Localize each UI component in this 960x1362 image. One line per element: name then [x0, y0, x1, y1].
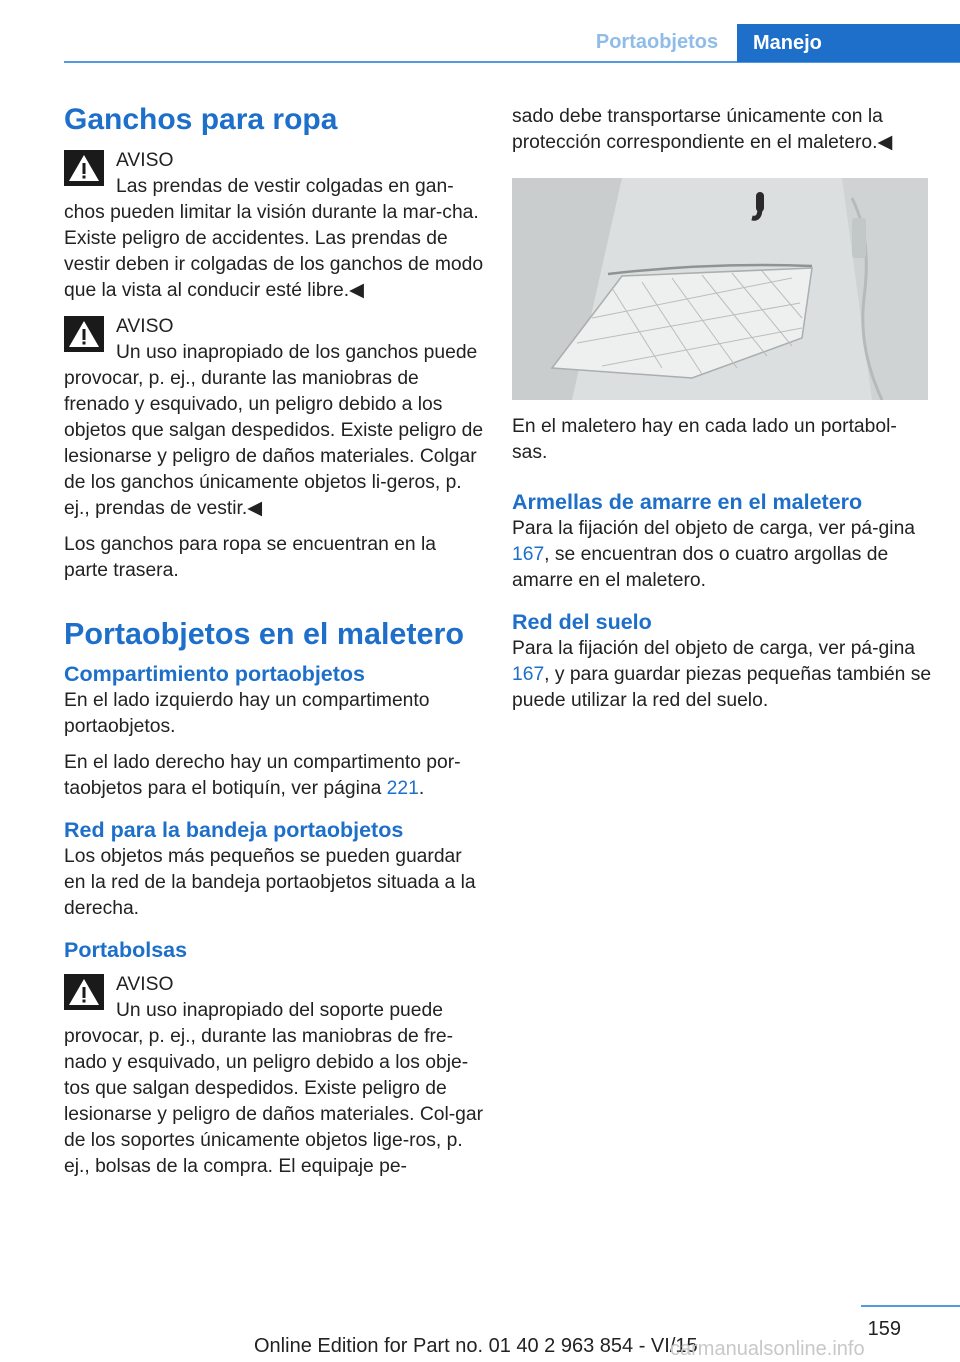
edition-footer: Online Edition for Part no. 01 40 2 963 854 - VI/15 [254, 1335, 698, 1357]
paragraph: sado debe transportarse únicamente con la protección correspondiente en el maletero.◀ [512, 106, 893, 153]
footer-rule [861, 1305, 960, 1307]
text-run: . [418, 778, 425, 799]
page-link[interactable]: 167 [512, 544, 545, 565]
paragraph [64, 750, 484, 802]
heading-portaobjetos: Portaobjetos en el maletero [64, 617, 464, 651]
paragraph: Los objetos más pequeños se pueden guardar en la red de la bandeja portaobjetos situada a la derecha. [64, 846, 476, 919]
heading-red-suelo: Red del suelo [512, 610, 652, 634]
warning-title: AVISO [116, 974, 174, 995]
text-run: Para la fijación del objeto de carga, ver pá-gina [512, 638, 916, 659]
warning-icon [64, 316, 104, 352]
trunk-photo [512, 178, 928, 400]
tab-chapter[interactable]: Manejo [737, 24, 960, 62]
paragraph: En el lado izquierdo hay un compartimento portaobjetos. [64, 690, 430, 737]
warning-block [64, 314, 484, 522]
warning-text: Un uso inapropiado de los ganchos puede provocar, p. ej., durante las maniobras de frenado y esquivado, un peligro debido a los objetos que salgan despedidos. Existe peligro de lesionarse y peligro de daños materiales. Colgar de los ganchos únicamente objetos li-geros, p. ej., prendas de vestir.◀ [64, 342, 484, 519]
page-link[interactable]: 167 [512, 664, 545, 685]
warning-text: Las prendas de vestir colgadas en gan-chos pueden limitar la visión durante la mar-cha. Existe peligro de accidentes. Las prendas de vestir deben ir colgadas de los ganchos de modo que la vista al conducir esté libre.◀ [64, 176, 484, 301]
paragraph: En el maletero hay en cada lado un portabol-sas. [512, 416, 897, 463]
warning-title: AVISO [116, 316, 174, 337]
text-run: Para la fijación del objeto de carga, ver pá-gina [512, 518, 916, 539]
warning-icon [64, 974, 104, 1010]
heading-red-bandeja: Red para la bandeja portaobjetos [64, 818, 404, 842]
tab-section[interactable]: Portaobjetos [595, 31, 719, 53]
page-number: 159 [867, 1318, 901, 1340]
warning-text: Un uso inapropiado del soporte puede provocar, p. ej., durante las maniobras de fre-nado y esquivado, un peligro debido a los obje-tos que salgan despedidos. Existe peligro de lesionarse y peligro de daños materiales. Col-gar de los soportes únicamente objetos lige-ros, p. ej., bolsas de la compra. El equipaje pe- [64, 1000, 484, 1177]
page-link[interactable]: 221 [386, 778, 419, 799]
warning-title: AVISO [116, 150, 174, 171]
heading-portabolsas: Portabolsas [64, 938, 188, 962]
text-run: , se encuentran dos o cuatro argollas de amarre en el maletero. [512, 544, 889, 591]
paragraph: Los ganchos para ropa se encuentran en la parte trasera. [64, 534, 436, 581]
heading-ganchos: Ganchos para ropa [64, 103, 338, 136]
warning-icon [64, 150, 104, 186]
warning-block [64, 148, 484, 304]
paragraph [512, 636, 932, 714]
right-column [512, 100, 932, 724]
paragraph [512, 516, 932, 594]
watermark: carmanualsonline.info [670, 1338, 865, 1360]
heading-armellas: Armellas de amarre en el maletero [512, 490, 863, 514]
heading-compartimiento: Compartimiento portaobjetos [64, 662, 366, 686]
left-column [64, 100, 484, 1190]
warning-block [64, 972, 484, 1180]
text-run: , y para guardar piezas pequeñas también se puede utilizar la red del suelo. [512, 664, 932, 711]
text-run: En el lado derecho hay un compartimento por-taobjetos para el botiquín, ver página [64, 752, 461, 799]
